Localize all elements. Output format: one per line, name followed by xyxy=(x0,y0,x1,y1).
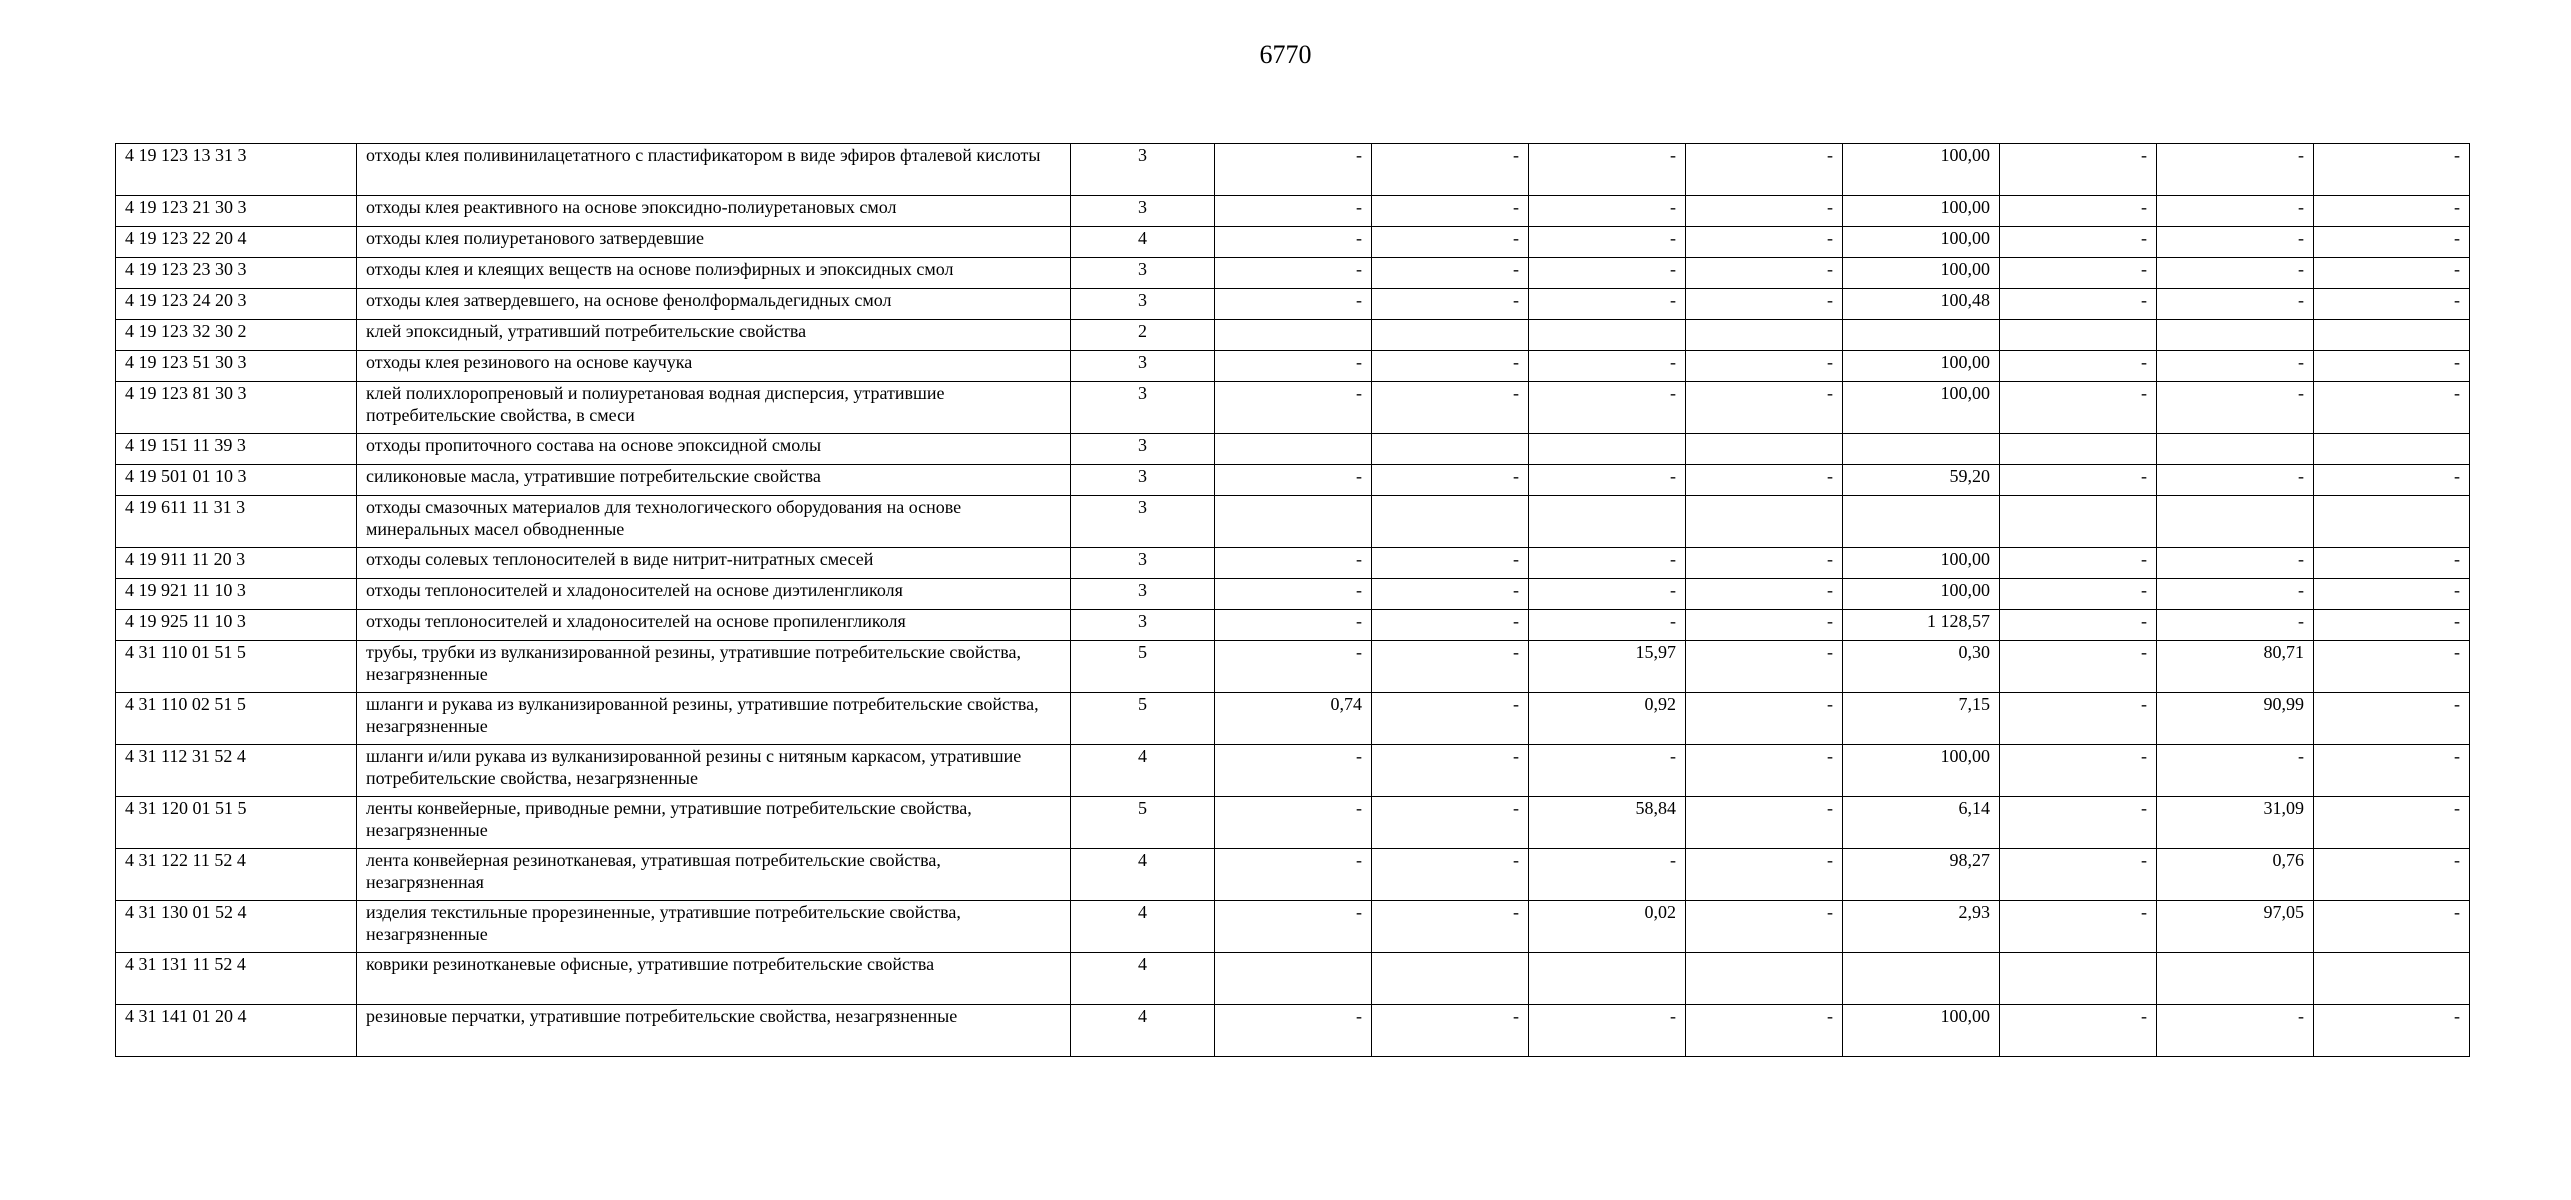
hazard-class-cell: 3 xyxy=(1071,351,1215,382)
value-cell: - xyxy=(1372,641,1529,693)
value-cell: - xyxy=(1529,579,1686,610)
hazard-class-cell: 5 xyxy=(1071,797,1215,849)
value-cell: - xyxy=(2000,693,2157,745)
value-cell: - xyxy=(1686,849,1843,901)
waste-table xyxy=(115,143,2470,1057)
value-cell: - xyxy=(1372,196,1529,227)
waste-code-cell: 4 19 123 23 30 3 xyxy=(116,258,357,289)
value-cell: - xyxy=(1215,901,1372,953)
value-cell xyxy=(1686,953,1843,1005)
value-cell xyxy=(1529,434,1686,465)
value-cell xyxy=(1529,953,1686,1005)
hazard-class-cell: 3 xyxy=(1071,610,1215,641)
value-cell xyxy=(2000,320,2157,351)
value-cell: - xyxy=(2157,465,2314,496)
value-cell: - xyxy=(1215,745,1372,797)
table-row xyxy=(116,434,2470,465)
waste-name-cell: отходы клея затвердевшего, на основе фенолформальдегидных смол xyxy=(357,289,1071,320)
value-cell: - xyxy=(1529,351,1686,382)
value-cell: 58,84 xyxy=(1529,797,1686,849)
value-cell: - xyxy=(1372,465,1529,496)
value-cell: - xyxy=(2314,465,2470,496)
value-cell: - xyxy=(1215,641,1372,693)
value-cell: - xyxy=(1215,289,1372,320)
hazard-class-cell: 5 xyxy=(1071,693,1215,745)
table-row xyxy=(116,849,2470,901)
value-cell: 100,00 xyxy=(1843,144,2000,196)
waste-name-cell: отходы теплоносителей и хладоносителей на основе диэтиленгликоля xyxy=(357,579,1071,610)
table-row xyxy=(116,289,2470,320)
value-cell: - xyxy=(1686,289,1843,320)
hazard-class-cell: 3 xyxy=(1071,258,1215,289)
value-cell: - xyxy=(2157,258,2314,289)
value-cell: - xyxy=(2157,1005,2314,1057)
hazard-class-cell: 3 xyxy=(1071,548,1215,579)
table-row xyxy=(116,579,2470,610)
value-cell: - xyxy=(1529,610,1686,641)
value-cell: 2,93 xyxy=(1843,901,2000,953)
value-cell xyxy=(2314,953,2470,1005)
value-cell xyxy=(1843,496,2000,548)
value-cell: - xyxy=(2000,901,2157,953)
value-cell: 100,00 xyxy=(1843,351,2000,382)
value-cell: - xyxy=(1215,227,1372,258)
hazard-class-cell: 3 xyxy=(1071,579,1215,610)
table-row xyxy=(116,548,2470,579)
value-cell: 100,48 xyxy=(1843,289,2000,320)
waste-name-cell: отходы клея и клеящих веществ на основе полиэфирных и эпоксидных смол xyxy=(357,258,1071,289)
value-cell xyxy=(2000,496,2157,548)
value-cell: - xyxy=(2314,289,2470,320)
value-cell: - xyxy=(2000,465,2157,496)
value-cell: - xyxy=(1686,610,1843,641)
value-cell: - xyxy=(2157,196,2314,227)
value-cell: - xyxy=(2000,548,2157,579)
value-cell: 0,02 xyxy=(1529,901,1686,953)
value-cell: 98,27 xyxy=(1843,849,2000,901)
table-row xyxy=(116,320,2470,351)
waste-name-cell: трубы, трубки из вулканизированной резины, утратившие потребительские свойства, незагрязненные xyxy=(357,641,1071,693)
value-cell: - xyxy=(1372,610,1529,641)
value-cell: 6,14 xyxy=(1843,797,2000,849)
waste-code-cell: 4 19 911 11 20 3 xyxy=(116,548,357,579)
value-cell: - xyxy=(1215,351,1372,382)
value-cell: - xyxy=(2314,610,2470,641)
waste-name-cell: шланги и/или рукава из вулканизированной резины с нитяным каркасом, утратившие потребительские свойства, незагрязненные xyxy=(357,745,1071,797)
value-cell: - xyxy=(1372,548,1529,579)
value-cell: 0,92 xyxy=(1529,693,1686,745)
hazard-class-cell: 3 xyxy=(1071,496,1215,548)
value-cell: 100,00 xyxy=(1843,1005,2000,1057)
value-cell: - xyxy=(2314,144,2470,196)
waste-name-cell: отходы клея реактивного на основе эпоксидно-полиуретановых смол xyxy=(357,196,1071,227)
value-cell: - xyxy=(2000,227,2157,258)
waste-code-cell: 4 31 131 11 52 4 xyxy=(116,953,357,1005)
value-cell: - xyxy=(2000,258,2157,289)
value-cell: - xyxy=(1372,289,1529,320)
value-cell: - xyxy=(1372,144,1529,196)
value-cell: - xyxy=(1686,382,1843,434)
value-cell: - xyxy=(2000,1005,2157,1057)
value-cell xyxy=(2314,320,2470,351)
value-cell: - xyxy=(1686,901,1843,953)
value-cell: - xyxy=(2314,548,2470,579)
waste-code-cell: 4 19 123 21 30 3 xyxy=(116,196,357,227)
hazard-class-cell: 3 xyxy=(1071,465,1215,496)
hazard-class-cell: 3 xyxy=(1071,434,1215,465)
value-cell: - xyxy=(2314,351,2470,382)
value-cell: - xyxy=(1529,227,1686,258)
value-cell: - xyxy=(1215,610,1372,641)
hazard-class-cell: 3 xyxy=(1071,382,1215,434)
value-cell: 100,00 xyxy=(1843,196,2000,227)
value-cell: - xyxy=(1215,382,1372,434)
value-cell: - xyxy=(1215,849,1372,901)
value-cell: 100,00 xyxy=(1843,548,2000,579)
waste-code-cell: 4 31 110 01 51 5 xyxy=(116,641,357,693)
table-row xyxy=(116,745,2470,797)
waste-name-cell: отходы теплоносителей и хладоносителей на основе пропиленгликоля xyxy=(357,610,1071,641)
value-cell: 7,15 xyxy=(1843,693,2000,745)
value-cell xyxy=(1686,320,1843,351)
table-row xyxy=(116,144,2470,196)
hazard-class-cell: 4 xyxy=(1071,1005,1215,1057)
value-cell: 100,00 xyxy=(1843,227,2000,258)
value-cell: - xyxy=(1686,144,1843,196)
value-cell: - xyxy=(2000,351,2157,382)
value-cell: 59,20 xyxy=(1843,465,2000,496)
table-row xyxy=(116,953,2470,1005)
waste-code-cell: 4 19 925 11 10 3 xyxy=(116,610,357,641)
value-cell: - xyxy=(1686,641,1843,693)
value-cell: 100,00 xyxy=(1843,258,2000,289)
table-row xyxy=(116,641,2470,693)
value-cell: - xyxy=(1215,196,1372,227)
value-cell xyxy=(2157,320,2314,351)
hazard-class-cell: 4 xyxy=(1071,901,1215,953)
value-cell: 97,05 xyxy=(2157,901,2314,953)
value-cell: - xyxy=(2000,745,2157,797)
value-cell: 31,09 xyxy=(2157,797,2314,849)
value-cell: - xyxy=(1686,797,1843,849)
value-cell: - xyxy=(2000,289,2157,320)
value-cell: - xyxy=(1372,258,1529,289)
value-cell: - xyxy=(1686,579,1843,610)
value-cell: - xyxy=(1686,227,1843,258)
value-cell xyxy=(1843,953,2000,1005)
value-cell xyxy=(2157,496,2314,548)
waste-code-cell: 4 19 123 24 20 3 xyxy=(116,289,357,320)
waste-code-cell: 4 19 611 11 31 3 xyxy=(116,496,357,548)
waste-name-cell: отходы пропиточного состава на основе эпоксидной смолы xyxy=(357,434,1071,465)
value-cell: - xyxy=(2157,289,2314,320)
value-cell xyxy=(1686,496,1843,548)
value-cell: - xyxy=(2157,351,2314,382)
value-cell: - xyxy=(1529,849,1686,901)
waste-name-cell: ленты конвейерные, приводные ремни, утратившие потребительские свойства, незагрязненные xyxy=(357,797,1071,849)
value-cell: - xyxy=(1529,382,1686,434)
value-cell: 100,00 xyxy=(1843,382,2000,434)
waste-code-cell: 4 19 123 32 30 2 xyxy=(116,320,357,351)
table-row xyxy=(116,258,2470,289)
value-cell: - xyxy=(1686,196,1843,227)
waste-name-cell: отходы клея полиуретанового затвердевшие xyxy=(357,227,1071,258)
waste-name-cell: силиконовые масла, утратившие потребительские свойства xyxy=(357,465,1071,496)
waste-code-cell: 4 31 110 02 51 5 xyxy=(116,693,357,745)
value-cell: - xyxy=(1529,258,1686,289)
table-row xyxy=(116,610,2470,641)
value-cell xyxy=(1843,320,2000,351)
value-cell: 100,00 xyxy=(1843,579,2000,610)
table-row xyxy=(116,797,2470,849)
waste-code-cell: 4 31 122 11 52 4 xyxy=(116,849,357,901)
value-cell: - xyxy=(1529,144,1686,196)
value-cell: - xyxy=(1529,1005,1686,1057)
value-cell: - xyxy=(1372,227,1529,258)
value-cell: - xyxy=(2000,196,2157,227)
hazard-class-cell: 4 xyxy=(1071,745,1215,797)
value-cell: - xyxy=(2000,849,2157,901)
value-cell: - xyxy=(1372,745,1529,797)
value-cell: - xyxy=(1215,258,1372,289)
hazard-class-cell: 4 xyxy=(1071,849,1215,901)
value-cell: - xyxy=(1686,693,1843,745)
table-row xyxy=(116,382,2470,434)
value-cell xyxy=(1529,320,1686,351)
value-cell: 0,30 xyxy=(1843,641,2000,693)
value-cell: - xyxy=(1686,351,1843,382)
waste-code-cell: 4 19 123 81 30 3 xyxy=(116,382,357,434)
value-cell: 90,99 xyxy=(2157,693,2314,745)
value-cell xyxy=(1372,434,1529,465)
value-cell: - xyxy=(1529,548,1686,579)
value-cell: - xyxy=(2314,382,2470,434)
value-cell xyxy=(1372,320,1529,351)
table-row xyxy=(116,351,2470,382)
value-cell: - xyxy=(2314,849,2470,901)
table-body xyxy=(116,144,2470,1057)
table-row xyxy=(116,465,2470,496)
value-cell: - xyxy=(2157,579,2314,610)
value-cell: - xyxy=(2157,144,2314,196)
value-cell xyxy=(1686,434,1843,465)
value-cell: - xyxy=(1372,351,1529,382)
table-row xyxy=(116,901,2470,953)
waste-name-cell: изделия текстильные прорезиненные, утратившие потребительские свойства, незагрязненные xyxy=(357,901,1071,953)
value-cell: - xyxy=(1372,693,1529,745)
value-cell: - xyxy=(1372,797,1529,849)
page-number: 6770 xyxy=(1259,40,1312,69)
hazard-class-cell: 3 xyxy=(1071,289,1215,320)
hazard-class-cell: 4 xyxy=(1071,953,1215,1005)
waste-code-cell: 4 31 141 01 20 4 xyxy=(116,1005,357,1057)
table-row xyxy=(116,1005,2470,1057)
hazard-class-cell: 4 xyxy=(1071,227,1215,258)
table-row xyxy=(116,693,2470,745)
waste-code-cell: 4 19 921 11 10 3 xyxy=(116,579,357,610)
value-cell: - xyxy=(1529,745,1686,797)
value-cell: - xyxy=(1372,382,1529,434)
value-cell: - xyxy=(1372,1005,1529,1057)
waste-name-cell: резиновые перчатки, утратившие потребительские свойства, незагрязненные xyxy=(357,1005,1071,1057)
value-cell: - xyxy=(2157,610,2314,641)
value-cell: - xyxy=(2157,548,2314,579)
value-cell: - xyxy=(2314,901,2470,953)
value-cell: - xyxy=(1372,901,1529,953)
value-cell: 80,71 xyxy=(2157,641,2314,693)
value-cell: - xyxy=(2314,258,2470,289)
waste-name-cell: отходы смазочных материалов для технологического оборудования на основе минеральных масел обводненные xyxy=(357,496,1071,548)
value-cell: - xyxy=(1686,258,1843,289)
value-cell: - xyxy=(2000,144,2157,196)
value-cell: - xyxy=(1215,797,1372,849)
value-cell: - xyxy=(2000,641,2157,693)
value-cell: - xyxy=(2157,382,2314,434)
value-cell: 0,76 xyxy=(2157,849,2314,901)
value-cell xyxy=(2157,953,2314,1005)
value-cell: - xyxy=(2314,745,2470,797)
value-cell: - xyxy=(2000,382,2157,434)
table-row xyxy=(116,196,2470,227)
value-cell: - xyxy=(2314,641,2470,693)
value-cell: - xyxy=(1686,745,1843,797)
waste-code-cell: 4 19 151 11 39 3 xyxy=(116,434,357,465)
value-cell: - xyxy=(2314,196,2470,227)
waste-name-cell: клей полихлоропреновый и полиуретановая водная дисперсия, утратившие потребительские свойства, в смеси xyxy=(357,382,1071,434)
value-cell: - xyxy=(2000,610,2157,641)
value-cell: - xyxy=(1529,289,1686,320)
waste-code-cell: 4 31 112 31 52 4 xyxy=(116,745,357,797)
table-row xyxy=(116,496,2470,548)
value-cell: - xyxy=(1215,579,1372,610)
value-cell: - xyxy=(2314,693,2470,745)
value-cell: 15,97 xyxy=(1529,641,1686,693)
value-cell: 1 128,57 xyxy=(1843,610,2000,641)
waste-code-cell: 4 19 123 51 30 3 xyxy=(116,351,357,382)
value-cell xyxy=(2157,434,2314,465)
waste-name-cell: лента конвейерная резинотканевая, утратившая потребительские свойства, незагрязненная xyxy=(357,849,1071,901)
waste-code-cell: 4 19 501 01 10 3 xyxy=(116,465,357,496)
table-row xyxy=(116,227,2470,258)
value-cell: - xyxy=(2157,227,2314,258)
waste-name-cell: отходы солевых теплоносителей в виде нитрит-нитратных смесей xyxy=(357,548,1071,579)
value-cell xyxy=(2000,434,2157,465)
waste-code-cell: 4 19 123 22 20 4 xyxy=(116,227,357,258)
value-cell xyxy=(1529,496,1686,548)
waste-code-cell: 4 19 123 13 31 3 xyxy=(116,144,357,196)
value-cell: - xyxy=(1686,1005,1843,1057)
value-cell: - xyxy=(2314,579,2470,610)
value-cell xyxy=(2000,953,2157,1005)
hazard-class-cell: 2 xyxy=(1071,320,1215,351)
value-cell: - xyxy=(1215,548,1372,579)
value-cell xyxy=(2314,434,2470,465)
waste-code-cell: 4 31 120 01 51 5 xyxy=(116,797,357,849)
waste-name-cell: коврики резинотканевые офисные, утратившие потребительские свойства xyxy=(357,953,1071,1005)
value-cell: 0,74 xyxy=(1215,693,1372,745)
value-cell: - xyxy=(1215,144,1372,196)
waste-name-cell: отходы клея поливинилацетатного с пластификатором в виде эфиров фталевой кислоты xyxy=(357,144,1071,196)
value-cell: - xyxy=(1686,465,1843,496)
waste-name-cell: клей эпоксидный, утративший потребительские свойства xyxy=(357,320,1071,351)
value-cell: - xyxy=(1215,1005,1372,1057)
value-cell xyxy=(1215,434,1372,465)
value-cell xyxy=(1372,953,1529,1005)
value-cell: - xyxy=(1372,579,1529,610)
value-cell xyxy=(2314,496,2470,548)
value-cell xyxy=(1843,434,2000,465)
value-cell: - xyxy=(2314,797,2470,849)
value-cell: - xyxy=(2314,1005,2470,1057)
value-cell: - xyxy=(2157,745,2314,797)
value-cell xyxy=(1215,320,1372,351)
value-cell: - xyxy=(1215,465,1372,496)
hazard-class-cell: 3 xyxy=(1071,144,1215,196)
value-cell: - xyxy=(1686,548,1843,579)
value-cell: - xyxy=(2314,227,2470,258)
waste-name-cell: шланги и рукава из вулканизированной резины, утратившие потребительские свойства, незагрязненные xyxy=(357,693,1071,745)
value-cell: - xyxy=(1529,465,1686,496)
waste-code-cell: 4 31 130 01 52 4 xyxy=(116,901,357,953)
value-cell: - xyxy=(2000,797,2157,849)
value-cell: - xyxy=(1372,849,1529,901)
value-cell: - xyxy=(2000,579,2157,610)
waste-name-cell: отходы клея резинового на основе каучука xyxy=(357,351,1071,382)
hazard-class-cell: 3 xyxy=(1071,196,1215,227)
value-cell: - xyxy=(1529,196,1686,227)
hazard-class-cell: 5 xyxy=(1071,641,1215,693)
value-cell xyxy=(1215,496,1372,548)
value-cell xyxy=(1215,953,1372,1005)
value-cell xyxy=(1372,496,1529,548)
value-cell: 100,00 xyxy=(1843,745,2000,797)
